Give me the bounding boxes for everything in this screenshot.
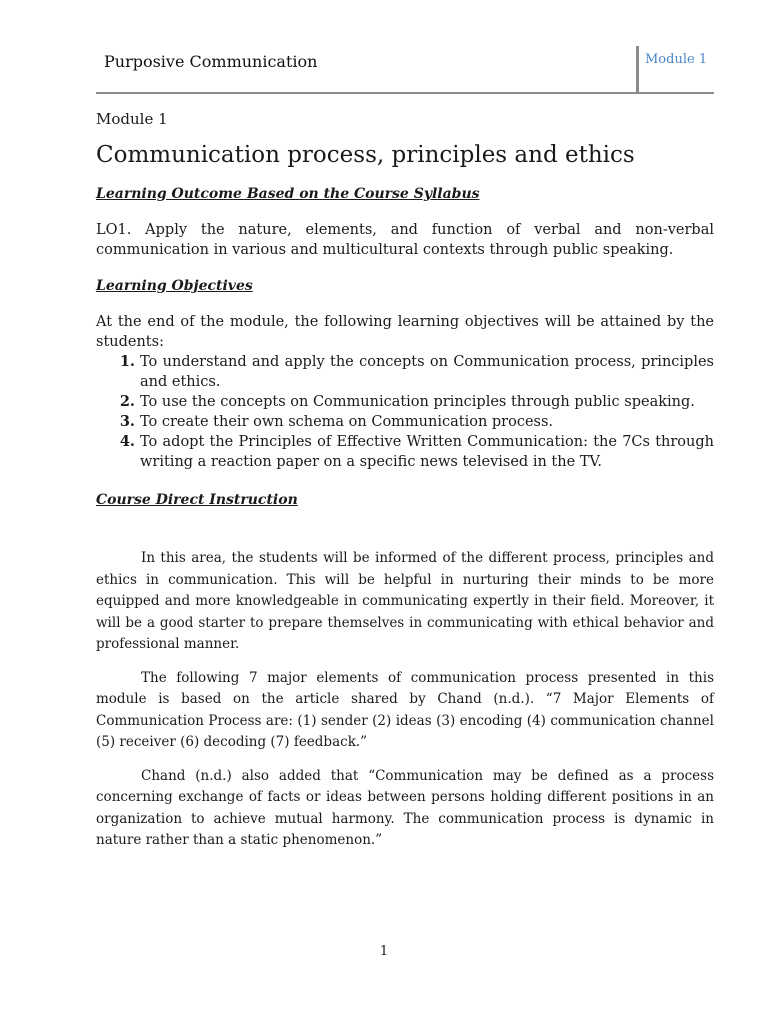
- instruction-paragraph: Chand (n.d.) also added that “Communication may be defined as a process concerning exchange of facts or ideas between persons holding different positions in an organization to achieve mutual harmony. The communication process is dynamic in nature rather than a static phenomenon.”: [96, 767, 714, 848]
- objective-item: 2. To use the concepts on Communication principles through public speaking.: [140, 392, 714, 412]
- header-module-label: Module 1: [645, 52, 708, 67]
- objectives-intro: At the end of the module, the following learning objectives will be attained by the students:: [96, 314, 714, 350]
- outcome-text: LO1. Apply the nature, elements, and function of verbal and non-verbal communication in various and multicultural contexts through public speaking.: [96, 222, 714, 258]
- objective-item: 1. To understand and apply the concepts on Communication process, principles and ethics.: [140, 352, 714, 392]
- page-title: Communication process, principles and ethics: [96, 142, 635, 168]
- module-label: Module 1: [96, 110, 168, 128]
- page-number: 1: [379, 944, 389, 959]
- spacer: [96, 526, 714, 548]
- objectives-heading: Learning Objectives: [96, 278, 253, 294]
- objective-item: 3. To create their own schema on Communication process.: [140, 412, 714, 432]
- instruction-heading: Course Direct Instruction: [96, 492, 298, 508]
- outcome-heading: Learning Outcome Based on the Course Syllabus: [96, 186, 480, 202]
- page-header: [96, 44, 714, 94]
- instruction-paragraph: In this area, the students will be informed of the different process, principles and ethics in communication. This will be helpful in nurturing their minds to be more equipped and more knowledgeable in communicating expertly in their field. Moreover, it will be a good starter to prepare themselves in communicating with ethical behavior and professional manner.: [96, 550, 714, 652]
- header-divider: [636, 46, 639, 92]
- page-content: [96, 110, 714, 864]
- header-course-title: Purposive Communication: [104, 52, 318, 71]
- instruction-paragraph: The following 7 major elements of communication process presented in this module is based on the article shared by Chand (n.d.). “7 Major Elements of Communication Process are: (1) sender (2) ideas (3) encoding (4) communication channel (5) receiver (6) decoding (7) feedback.”: [96, 669, 714, 750]
- objectives-list: [96, 352, 714, 472]
- objective-item: 4. To adopt the Principles of Effective Written Communication: the 7Cs through writing a reaction paper on a specific news televised in the TV.: [140, 432, 714, 472]
